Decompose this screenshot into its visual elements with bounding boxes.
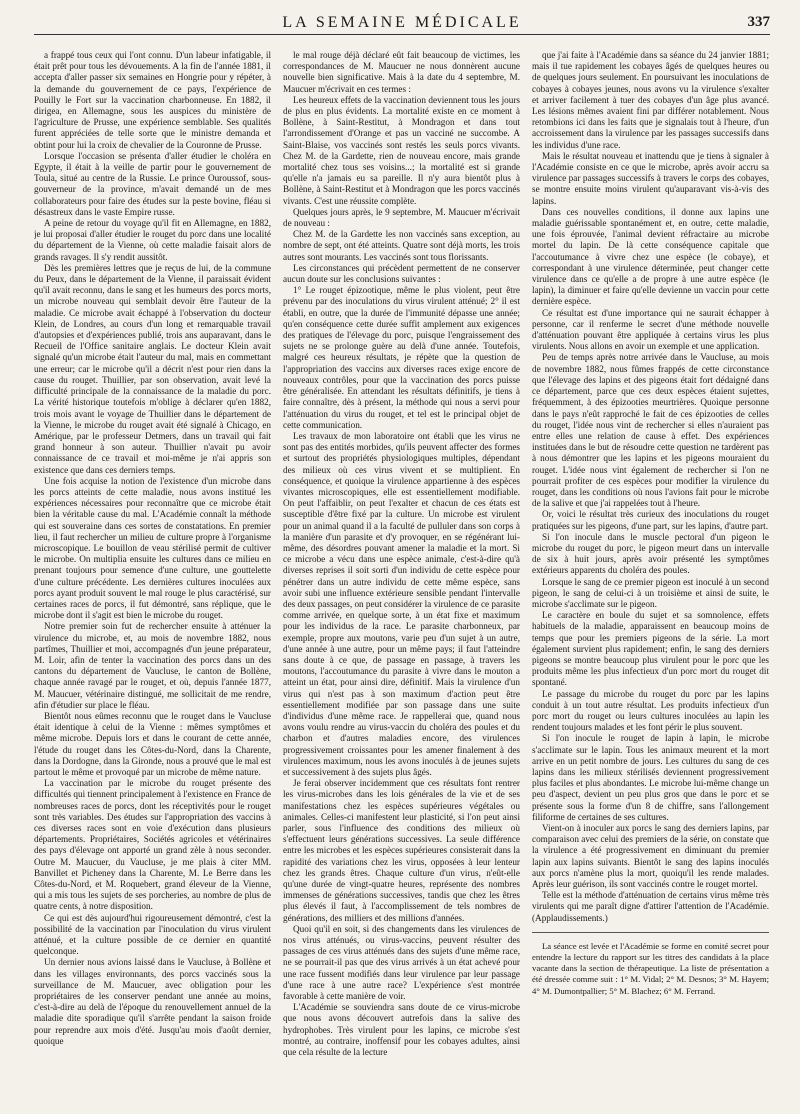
paragraph: le mal rouge déjà déclaré eût fait beaucoup de victimes, les correspondances de M. Maucuer ne nous donnèrent aucune nouvelle bien significative. Mais à la date du 4 septembre, M. Maucuer m'écrivait en ces termes :	[283, 50, 520, 94]
paragraph: Lorsque le sang de ce premier pigeon est inoculé à un second pigeon, le sang de celui-ci à un troisième et ainsi de suite, le microbe s'acclimate sur le pigeon.	[532, 576, 769, 609]
paragraph: A peine de retour du voyage qu'il fit en Allemagne, en 1882, je lui proposai d'aller étudier le rouget du porc dans une localité du département de la Vienne, où cette maladie faisait alors de grands ravages. Il s'y rendit aussitôt.	[34, 218, 271, 262]
paragraph: Une fois acquise la notion de l'existence d'un microbe dans les porcs atteints de cette maladie, nous avons institué les expériences nécessaires pour reconnaître que ce microbe était bien la véritable cause du mal. L'Académie connaît la méthode qui est souveraine dans ces sortes de constatations. En premier lieu, il faut rechercher un milieu de culture propre à l'organisme microscopique. Le bouillon de veau stérilisé permit de cultiver le microbe. On multiplia ensuite les cultures dans ce milieu en prenant toujours pour semence d'une culture, une gouttelette d'une culture précédente. Les dernières cultures inoculées aux porcs ayant produit souvent le mal rouge le plus caractérisé, sur certaines races de porcs, il fut démontré, sans réplique, que le microbe dont il s'agit est bien le microbe du rouget.	[34, 475, 271, 621]
paragraph: Ce résultat est d'une importance qui ne saurait échapper à personne, car il renferme le secret d'une méthode nouvelle d'atténuation pouvant être appliquée à certains virus les plus virulents. Nous allons en avoir un exemple et une application.	[532, 307, 769, 352]
page-header	[34, 14, 770, 35]
paragraph: Ce qui est dès aujourd'hui rigoureusement démontré, c'est la possibilité de la vaccination par l'inoculation du virus virulent atténué, et la culture possible de ce dernier en quantité quelconque.	[34, 912, 271, 957]
journal-title: LA SEMAINE MÉDICALE	[282, 14, 522, 31]
paragraph: Or, voici le résultat très curieux des inoculations du rouget pratiquées sur les pigeons, d'une part, sur les lapins, d'autre part.	[532, 509, 769, 531]
paragraph: Si l'on inocule le rouget de lapin à lapin, le microbe s'acclimate sur le lapin. Tous les animaux meurent et la mort arrive en un petit nombre de jours. Les cultures du sang de ces lapins dans les milieux stérilisés deviennent progressivement plus faciles et plus abondantes. Le microbe lui-même change un peu d'aspect, devient un peu plus gros que dans le porc et se présente sous la forme d'un 8 de chiffre, sans l'allongement filiforme de certaines de ses cultures.	[532, 733, 769, 822]
paragraph: a frappé tous ceux qui l'ont connu. D'un labeur infatigable, il était prêt pour tous les dévouements. A la fin de l'année 1881, il accepta d'aller passer six semaines en Hongrie pour y répéter, à la demande du gouvernement de ce pays, l'expérience de Pouilly le Fort sur la vaccination charbonneuse. En 1882, il dirigea, en Allemagne, sous les auspices du ministère de l'agriculture de Prusse, une expérience semblable. Ses qualités furent appréciées de telle sorte que le ministre demanda et obtint pour lui la croix de chevalier de la Couronne de Prusse.	[34, 50, 271, 150]
paragraph: Je ferai observer incidemment que ces résultats font rentrer les virus-microbes dans les lois générales de la vie et de ses manifestations chez les espèces supérieures végétales ou animales. Celles-ci manifestent leur plasticité, si l'on peut ainsi parler, sous l'influence des conditions des milieux où s'effectuent leurs générations successives. La seule différence entre les microbes et les espèces supérieures consisterait dans la rapidité des variations chez les virus, opposées à leur lenteur chez les grands êtres. Chaque culture d'un virus, n'eût-elle qu'une durée de vingt-quatre heures, représente des nombres immenses de générations successives, tandis que chez les êtres plus élevés il faut, à l'accomplissement de tels nombres de générations, des milliers et des millions d'années.	[283, 778, 520, 923]
paragraph: Telle est la méthode d'atténuation de certains virus même très virulents qui me paraît digne d'attirer l'attention de l'Académie. (Applaudissements.)	[532, 890, 769, 923]
paragraph: Un dernier nous avions laissé dans le Vaucluse, à Bollène et dans les villages environnants, des porcs vaccinés sous la surveillance de M. Maucuer, avec obligation pour les propriétaires de les conserver pendant une année au moins, c'est-à-dire au delà de l'époque du renouvellement annuel de la maladie dite sporadique qu'il s'arrête pendant la saison froide pour reprendre aux mois d'été. Jusqu'au mois d'août dernier, quoique	[34, 957, 271, 1046]
column-left	[34, 50, 271, 1100]
paragraph: Notre premier soin fut de rechercher ensuite à atténuer la virulence du microbe, et, au mois de novembre 1882, nous partîmes, Thuillier et moi, accompagnés d'un jeune préparateur, M. Loir, afin de tenter la vaccination des porcs dans un des cantons du département de Vaucluse, le canton de Bollène, chaque année ravagé par le rouget, et où, depuis l'année 1877, M. Maucuer, vétérinaire distingué, me sollicitait de me rendre, afin d'étudier sur place le fléau.	[34, 621, 271, 710]
paragraph: 1° Le rouget épizootique, même le plus violent, peut être prévenu par des inoculations du virus virulent atténué; 2° il est établi, en outre, que la durée de l'immunité dépasse une année; qu'en conséquence cette durée suffit amplement aux exigences des pratiques de l'élevage du porc, puisque l'engraissement des sujets ne se prolonge guère au delà d'une année. Toutefois, malgré ces heureux résultats, je répète que la question de l'appropriation des vaccins aux diverses races exige encore de nouveaux contrôles, pour que la vaccination des porcs puisse être généralisée. En attendant les résultats définitifs, je tiens à faire connaître, dès à présent, la méthode qui nous a servi pour l'atténuation du virus du rouget, et tel est le principal objet de cette communication.	[283, 285, 520, 430]
section-divider	[532, 932, 769, 933]
paragraph: Lorsque l'occasion se présenta d'aller étudier le choléra en Egypte, il était à la veille de partir pour le gouvernement de Toula, situé au centre de la Russie. Le prince Ouroussof, sous-gouverneur de la province, m'avait demandé un de mes collaborateurs pour faire des études sur la peste bovine, fléau si désastreux dans le vaste Empire russe.	[34, 150, 271, 217]
paragraph: Dans ces nouvelles conditions, il donne aux lapins une maladie guérissable spontanément et, en outre, cette maladie, une fois éprouvée, l'animal devient réfractaire au microbe mortel du lapin. De là cette conséquence capitale que l'accoutumance à vivre chez une espèce (le cobaye), et correspondant à une virulence déterminée, peut changer cette virulence dans ce qu'elle a de propre à une autre espèce (le lapin), la diminuer et faire qu'elle devienne un vaccin pour cette dernière espèce.	[532, 206, 769, 307]
column-right	[532, 50, 769, 1100]
paragraph: Quoi qu'il en soit, si des changements dans les virulences de nos virus atténués, ou virus-vaccins, peuvent résulter des passages de ces virus atténués dans des sujets d'une même race, ne se pourrait-il pas que des virus arrivés à un état achevé pour une race fussent modifiés dans leur virulence par leur passage d'une race à une autre race? L'expérience s'est montrée favorable à cette manière de voir.	[283, 923, 520, 1002]
column-middle	[283, 50, 520, 1100]
paragraph: La vaccination par le microbe du rouget présente des difficultés qui tiennent principalement à l'existence en France de nombreuses races de porcs, dont les réceptivités pour le rouget sont très variables. Des études sur l'appropriation des vaccins à ces diverses races sont en voie d'exécution dans plusieurs départements. Propriétaires, Sociétés agricoles et vétérinaires des pays d'élevage ont apporté un grand zèle à nous seconder. Outre M. Maucuer, du Vaucluse, je me plais à citer MM. Banvillet et Picheney dans la Charente, M. Le Berre dans les Côtes-du-Nord, et M. Roquebert, grand éleveur de la Vienne, qui a mis tous les sujets de ses porcheries, au nombre de plus de quatre cents, à notre disposition.	[34, 778, 271, 912]
article-body	[34, 50, 770, 1100]
paragraph: que j'ai faite à l'Académie dans sa séance du 24 janvier 1881; mais il tue rapidement les cobayes âgés de quelques heures ou de quelques jours seulement. En poursuivant les inoculations de cobayes à cobayes jeunes, nous avons vu la virulence s'exalter et arriver facilement à tuer des cobayes d'un âge plus avancé. Les lésions mêmes avaient fini par différer notablement. Nous retombions ici dans les faits que je signalais tout à l'heure, d'un accroissement dans la virulence par les passages successifs dans les individus d'une race.	[532, 50, 769, 150]
paragraph: Vient-on à inoculer aux porcs le sang des derniers lapins, par comparaison avec celui des premiers de la série, on constate que la virulence a été progressivement en diminuant du premier lapin aux lapins suivants. Bientôt le sang des lapins inoculés aux porcs n'amène plus la mort, quoiqu'il les rende malades. Après leur guérison, ils sont vaccinés contre le rouget mortel.	[532, 823, 769, 890]
paragraph: Peu de temps après notre arrivée dans le Vaucluse, au mois de novembre 1882, nous fûmes frappés de cette circonstance que l'élevage des lapins et des pigeons était fort dédaigné dans ce département, parce que ces deux espèces étaient sujettes, fréquemment, à des épizooties meurtrières. Quoique personne dans le pays n'eût rapproché le fait de ces épizooties de celles du rouget, l'idée nous vint de rechercher si elles n'auraient pas entre elles une relation de cause à effet. Des expériences instituées dans le but de résoudre cette question ne tardèrent pas à nous démontrer que les lapins et les pigeons mouraient du rouget. L'idée nous vint également de rechercher si l'on ne pourrait profiter de ces espèces pour modifier la virulence du rouget, dans les conditions où nous l'avions fait pour le microbe de la salive et que j'ai rappelées tout à l'heure.	[532, 352, 769, 509]
paragraph: Quelques jours après, le 9 septembre, M. Maucuer m'écrivait de nouveau :	[283, 206, 520, 229]
paragraph: L'Académie se souviendra sans doute de ce virus-microbe que nous avons découvert autrefois dans la salive des hydrophobes. Très virulent pour les lapins, ce microbe s'est montré, au contraire, inoffensif pour les cobayes adultes, ainsi que cela résulte de la lecture	[283, 1002, 520, 1058]
session-note: La séance est levée et l'Académie se forme en comité secret pour entendre la lecture du rapport sur les titres des candidats à la place vacante dans la section de thérapeutique. La liste de présentation a été dressée comme suit : 1° M. Vidal; 2° M. Desnos; 3° M. Hayem; 4° M. Dumontpallier; 5° M. Blachez; 6° M. Ferrand.	[532, 940, 769, 996]
paragraph: Si l'on inocule dans le muscle pectoral d'un pigeon le microbe du rouget du porc, le pigeon meurt dans un intervalle de six à huit jours, après avoir présenté les symptômes extérieurs apparents du choléra des poules.	[532, 531, 769, 576]
paragraph: Chez M. de la Gardette les non vaccinés sans exception, au nombre de sept, ont été atteints. Quatre sont déjà morts, les trois autres sont mourants. Les vaccinés sont tous florissants.	[283, 229, 520, 262]
paragraph: Le passage du microbe du rouget du porc par les lapins conduit à un tout autre résultat. Les produits infectieux d'un porc mort du rouget ou leurs cultures inoculées au lapin les rendent toujours malades et les font périr le plus souvent.	[532, 688, 769, 733]
paragraph: Dès les premières lettres que je reçus de lui, de la commune du Peux, dans le département de la Vienne, il paraissait évident qu'il avait reconnu, dans le sang et les humeurs des porcs morts, un microbe nouveau qui semblait devoir être l'auteur de la maladie. Ce microbe avait échappé à l'observation du docteur Klein, de Londres, au cours d'un long et remarquable travail d'autopsies et d'expériences publié, trois ans auparavant, dans le Recueil de l'Office sanitaire anglais. Le docteur Klein avait signalé qu'un microbe était l'auteur du mal, mais en commettant une erreur; car le microbe qu'il a décrit n'est pour rien dans la cause du rouget. Thuillier, par son observation, avait levé la difficulté principale de la connaissance de la maladie du porc. La vérité historique toutefois m'oblige à déclarer qu'en 1882, trois mois avant le voyage de Thuillier dans le département de la Vienne, le microbe du rouget avait été signalé à Chicago, en Amérique, par le professeur Detmers, dans un travail qui fait grand honneur à son auteur. Thuillier n'avait pu avoir connaissance de ce travail et moi-même je n'ai appris son existence que dans ces derniers temps.	[34, 262, 271, 475]
paragraph: Les circonstances qui précèdent permettent de ne conserver aucun doute sur les conclusions suivantes :	[283, 262, 520, 285]
paragraph: Le caractère en boule du sujet et sa somnolence, effets habituels de la maladie, apparaissent en beaucoup moins de temps que pour les premiers pigeons de la série. La mort également survient plus rapidement; enfin, le sang des derniers pigeons se montre beaucoup plus virulent pour le porc que les produits même les plus infectieux d'un porc mort du rouget dit spontané.	[532, 610, 769, 688]
paragraph: Bientôt nous eûmes reconnu que le rouget dans le Vaucluse était identique à celui de la Vienne : mêmes symptômes et même microbe. Depuis lors et dans le courant de cette année, l'étude du rouget dans les Côtes-du-Nord, dans la Charente, dans la Dordogne, dans la Gironde, nous a prouvé que le mal est partout le même et provoqué par un microbe de même nature.	[34, 710, 271, 777]
paragraph: Les travaux de mon laboratoire ont établi que les virus ne sont pas des entités morbides, qu'ils peuvent affecter des formes et surtout des propriétés physiologiques multiples, dépendant des milieux où ces virus vivent et se multiplient. En conséquence, et quoique la virulence appartienne à des espèces vivantes microscopiques, elle est essentiellement modifiable. On peut l'affaiblir, on peut l'exalter et chacun de ces états est susceptible d'être fixé par la culture. Un microbe est virulent pour un animal quand il a la faculté de pulluler dans son corps à la manière d'un parasite et d'y provoquer, en se régénérant lui-même, des désordres pouvant amener la maladie et la mort. Si ce microbe a vécu dans une espèce animale, c'est-à-dire qu'à diverses reprises il soit sorti d'un individu de cette espèce pour pénétrer dans un autre individu de cette même espèce, sans avoir subi une influence extérieure sensible pendant l'intervalle des deux passages, on peut considérer la virulence de ce parasite comme arrivée, en quelque sorte, à un état fixe et maximum pour les individus de la race. Le parasite charbonneux, par exemple, propre aux moutons, varie peu d'un sujet à un autre, d'une année à une autre, pour un même pays; il faut l'atteindre sans doute à ce que, de passage en passage, à travers les moutons, l'accoutumance du parasite à vivre dans le mouton a atteint un état, pour ainsi dire, définitif. Mais la virulence d'un virus qui n'est pas à son maximum d'action peut être essentiellement modifiée par son passage dans une suite d'individus d'une même race. Je rappellerai que, quand nous avons voulu rendre au virus-vaccin du choléra des poules et du charbon et d'autres maladies encore, des virulences progressivement croissantes pour les amener finalement à des virulences maximum, nous les avons inoculés à de jeunes sujets et successivement à des sujets plus âgés.	[283, 430, 520, 777]
page-number: 337	[747, 14, 770, 30]
paragraph: Mais le résultat nouveau et inattendu que je tiens à signaler à l'Académie consiste en ce que le microbe, après avoir accru sa virulence par passages successifs à travers le corps des cobayes, se montre ensuite moins virulent qu'auparavant vis-à-vis des lapins.	[532, 150, 769, 206]
paragraph: Les heureux effets de la vaccination deviennent tous les jours de plus en plus évidents. La mortalité existe en ce moment à Bollène, à Saint-Restitut, à Mondragon et dans tout l'arrondissement d'Orange et pas un vacciné ne succombe. A Saint-Blaise, vos vaccinés sont restés les seuls porcs vivants. Chez M. de la Gardette, rien de nouveau encore, mais grande mortalité chez tous ses voisins...; la mortalité est si grande qu'elle n'a jamais eu sa pareille. Il n'y aura bientôt plus à Bollène, à Saint-Restitut et à Mondragon que les porcs vaccinés vivants. C'est une réussite complète.	[283, 94, 520, 206]
